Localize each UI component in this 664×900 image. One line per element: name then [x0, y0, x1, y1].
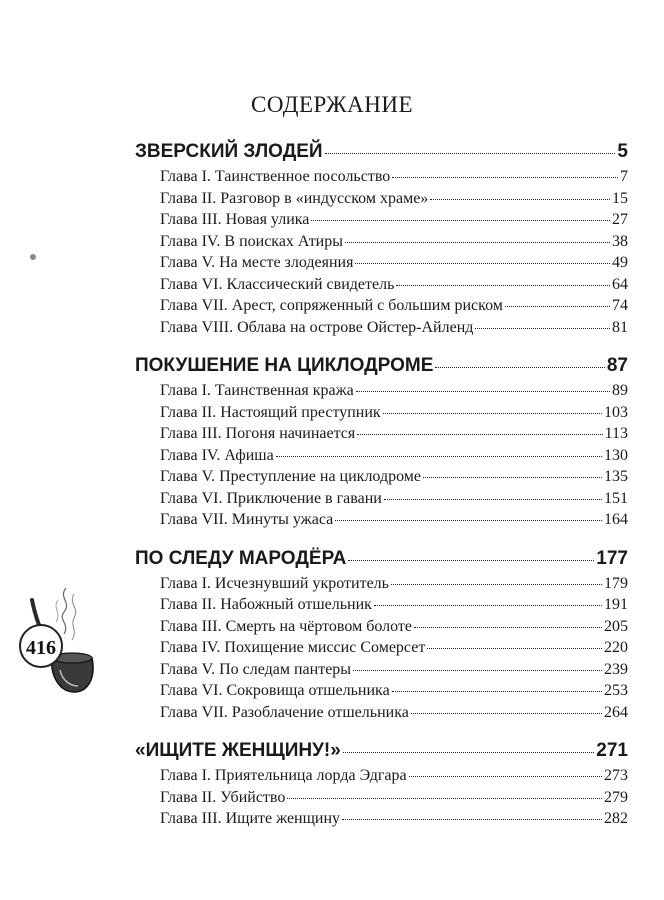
chapter-row [135, 575, 628, 597]
chapter-page-number: 27 [612, 211, 628, 228]
dot-leader [392, 691, 602, 692]
chapter-page-number: 135 [604, 468, 628, 485]
chapter-label: Глава I. Таинственное посольство [160, 168, 391, 185]
chapter-page-number: 220 [604, 639, 628, 656]
dot-leader [348, 560, 594, 561]
part-title: «ИЩИТЕ ЖЕНЩИНУ!» [135, 740, 341, 761]
dot-leader [325, 153, 616, 154]
dot-leader [392, 177, 618, 178]
chapter-page-number: 279 [604, 788, 628, 806]
chapter-label: Глава VII. Разоблачение отшельника [160, 703, 409, 721]
chapter-label: Глава IV. Афиша [160, 446, 274, 464]
chapter-label: Глава I. Таинственная кража [160, 382, 354, 399]
chapter-label: Глава VI. Классический свидетель [160, 275, 395, 293]
chapter-row [135, 468, 628, 490]
page-title: СОДЕРЖАНИЕ [250, 92, 413, 117]
chapter-page-number: 164 [604, 511, 628, 528]
dot-leader [287, 798, 602, 799]
chapter-label: Глава V. Преступление на циклодроме [160, 468, 422, 485]
dot-leader [396, 285, 610, 286]
part-title: ПО СЛЕДУ МАРОДЁРА [135, 547, 347, 569]
chapter-row [135, 254, 628, 276]
chapter-page-number: 151 [604, 489, 628, 507]
dot-leader [414, 627, 602, 628]
chapter-row [135, 211, 628, 233]
dot-leader [355, 263, 610, 264]
chapter-label: Глава III. Погоня начинается [160, 425, 356, 442]
chapter-page-number: 64 [612, 275, 628, 293]
part-title: ЗВЕРСКИЙ ЗЛОДЕЙ [135, 141, 323, 162]
print-speck [30, 254, 36, 260]
chapter-label: Глава I. Исчезнувший укротитель [160, 574, 389, 592]
dot-leader [383, 413, 602, 414]
dot-leader [374, 605, 602, 606]
part-title-row [135, 141, 628, 168]
chapter-page-number: 205 [604, 617, 628, 635]
page-number: 416 [26, 637, 56, 659]
chapter-page-number: 7 [620, 168, 628, 185]
chapter-row [135, 276, 628, 298]
chapter-label: Глава III. Новая улика [160, 211, 310, 228]
chapter-page-number: 264 [604, 703, 628, 721]
chapter-row [135, 490, 628, 512]
chapter-row [135, 297, 628, 319]
part-page-number: 5 [617, 141, 628, 162]
chapter-label: Глава VII. Арест, сопряженный с большим риском [160, 297, 503, 314]
dot-leader [435, 367, 604, 368]
chapter-label: Глава II. Разговор в «индусском храме» [160, 189, 429, 207]
chapter-row [135, 382, 628, 404]
dot-leader [335, 520, 602, 521]
chapter-label: Глава IV. Похищение миссис Сомерсет [160, 639, 426, 656]
chapter-row [135, 425, 628, 447]
chapter-label: Глава VI. Приключение в гавани [160, 489, 382, 507]
toc-part [135, 740, 628, 832]
chapter-label: Глава IV. В поисках Атиры [160, 232, 343, 250]
table-of-contents [135, 141, 628, 847]
chapter-label: Глава II. Настоящий преступник [160, 403, 381, 421]
dot-leader [343, 752, 594, 753]
chapter-row [135, 447, 628, 469]
chapter-page-number: 89 [612, 382, 628, 399]
part-title-row [135, 740, 628, 767]
chapter-row [135, 168, 628, 190]
chapter-page-number: 253 [604, 682, 628, 699]
chapter-row [135, 190, 628, 212]
dot-leader [475, 328, 610, 329]
chapter-row [135, 661, 628, 683]
chapter-row [135, 618, 628, 640]
dot-leader [342, 819, 602, 820]
dot-leader [391, 584, 602, 585]
chapter-label: Глава VIII. Облава на острове Ойстер-Айленд [160, 318, 474, 336]
chapter-row [135, 233, 628, 255]
chapter-label: Глава I. Приятельница лорда Эдгара [160, 767, 407, 784]
chapter-page-number: 273 [604, 767, 628, 784]
dot-leader [411, 713, 602, 714]
chapter-row [135, 319, 628, 341]
pipe-emblem-icon [14, 580, 104, 698]
toc-part [135, 548, 628, 726]
dot-leader [423, 477, 602, 478]
dot-leader [384, 499, 602, 500]
chapter-page-number: 130 [604, 446, 628, 464]
chapter-row [135, 511, 628, 533]
chapter-label: Глава V. По следам пантеры [160, 660, 352, 678]
chapter-page-number: 103 [604, 403, 628, 421]
chapter-page-number: 239 [604, 660, 628, 678]
part-page-number: 177 [596, 547, 628, 569]
part-title-row [135, 355, 628, 382]
chapter-label: Глава III. Смерть на чёртовом болоте [160, 617, 412, 635]
chapter-page-number: 49 [612, 254, 628, 271]
chapter-row [135, 682, 628, 704]
chapter-row [135, 704, 628, 726]
chapter-page-number: 81 [612, 318, 628, 336]
chapter-page-number: 282 [604, 810, 628, 827]
chapter-row [135, 596, 628, 618]
chapter-page-number: 38 [612, 232, 628, 250]
chapter-page-number: 113 [604, 425, 628, 442]
dot-leader [345, 242, 610, 243]
toc-part [135, 355, 628, 533]
chapter-page-number: 15 [612, 189, 628, 207]
dot-leader [357, 434, 602, 435]
chapter-page-number: 191 [604, 596, 628, 613]
toc-part [135, 141, 628, 340]
chapter-row [135, 810, 628, 832]
part-title-row [135, 548, 628, 575]
chapter-label: Глава V. На месте злодеяния [160, 254, 354, 271]
chapter-row [135, 404, 628, 426]
chapter-row [135, 639, 628, 661]
dot-leader [311, 220, 610, 221]
part-page-number: 271 [596, 740, 628, 761]
chapter-label: Глава II. Набожный отшельник [160, 596, 372, 613]
dot-leader [427, 648, 602, 649]
chapter-label: Глава VI. Сокровища отшельника [160, 682, 390, 699]
chapter-row [135, 767, 628, 789]
dot-leader [356, 391, 610, 392]
chapter-row [135, 789, 628, 811]
dot-leader [276, 456, 602, 457]
part-page-number: 87 [606, 355, 628, 376]
chapter-page-number: 74 [612, 297, 628, 314]
part-title: ПОКУШЕНИЕ НА ЦИКЛОДРОМЕ [135, 355, 434, 376]
chapter-label: Глава VII. Минуты ужаса [160, 511, 334, 528]
chapter-label: Глава III. Ищите женщину [160, 810, 341, 827]
dot-leader [430, 199, 610, 200]
dot-leader [505, 306, 610, 307]
chapter-label: Глава II. Убийство [160, 788, 286, 806]
chapter-page-number: 179 [604, 574, 628, 592]
dot-leader [409, 776, 602, 777]
dot-leader [353, 670, 602, 671]
